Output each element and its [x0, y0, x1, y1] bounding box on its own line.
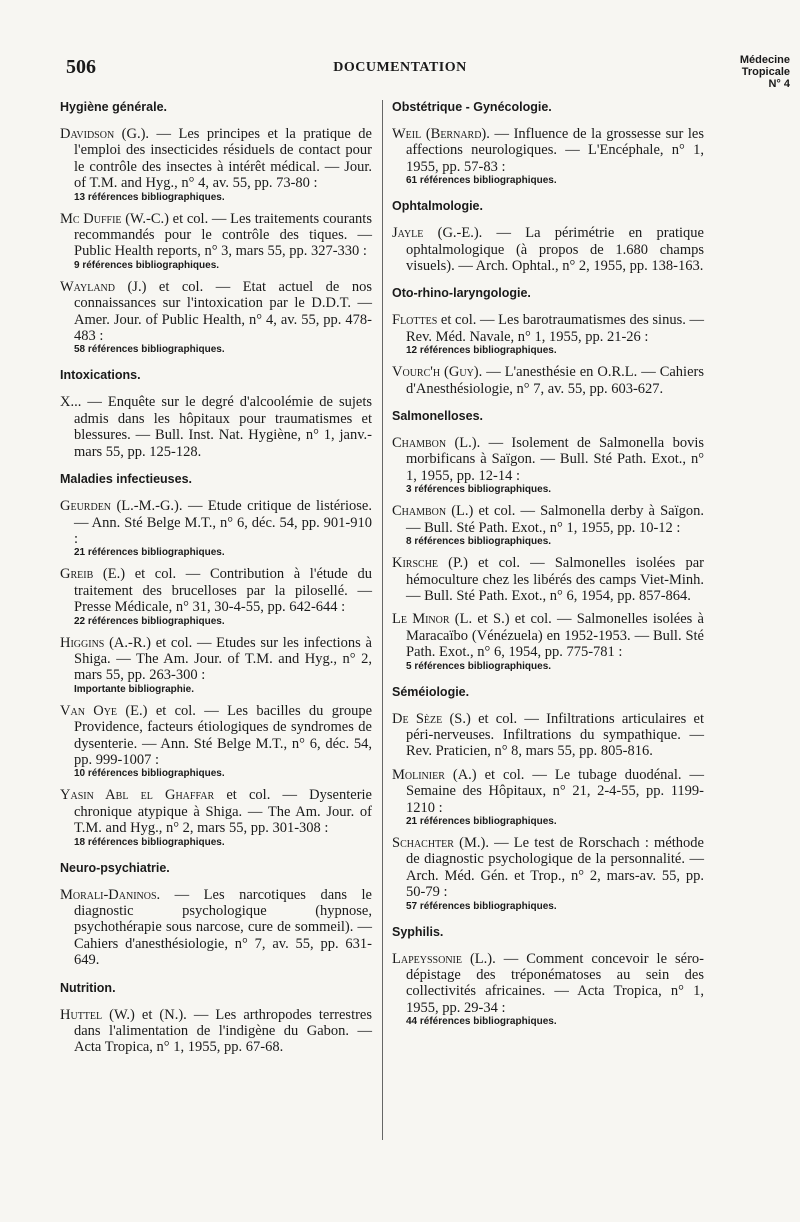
bibliography-entry — [60, 1007, 372, 1056]
entry-references: 5 références bibliographiques. — [406, 660, 552, 672]
entry-text: — Le test de Rorschach : méthode de diagnostic psychologique de la personnalité. — Arch. Méd. Gén. et Trop., n° 2, mars-av. 55, pp. 50-79 : — [406, 834, 704, 901]
bibliography-entry — [60, 787, 372, 836]
section — [392, 925, 704, 1029]
section-title: Oto-rhino-laryngologie. — [392, 286, 531, 301]
section-title: Neuro-psychiatrie. — [60, 860, 170, 875]
entry-references: 22 références bibliographiques. — [74, 615, 225, 627]
left-column — [60, 100, 372, 1068]
entry-text: et col. — Salmonella derby à Saïgon. — Bull. Sté Path. Exot., n° 1, 1955, pp. 10-12 : — [406, 503, 704, 536]
section — [60, 100, 372, 356]
section — [60, 472, 372, 849]
entry-text: et col. — Contribution à l'étude du traitement des brucelloses par la pilosellé. — Presse Médicale, n° 31, 30-4-55, pp. 642-644 : — [74, 566, 372, 616]
entry-text: — Les narcotiques dans le diagnostic psychologique (hypnose, psychothérapie sous narcose, cure de sommeil). — Cahiers d'anesthésiologie, n° 7, av. 55, pp. 631-649. — [74, 886, 372, 969]
entry-text: X... — Enquête sur le degré d'alcoolémie de sujets admis dans les hôpitaux pour traumatismes et blessures. — Bull. Inst. Nat. Hygiène, n° 1, janv.-mars 55, pp. 125-128. — [60, 394, 372, 460]
entry-author: Higgins (A.-R.) — [60, 634, 151, 651]
entry-references: 61 références bibliographiques. — [406, 175, 557, 187]
bibliography-entry — [60, 126, 372, 192]
section-title: Maladies infectieuses. — [60, 472, 193, 487]
section — [392, 685, 704, 913]
entry-author: Kirsche (P.) — [392, 555, 468, 572]
entry-text: et col. — Les traitements courants recommandés pour le contrôle des tiques. — Public Health reports, n° 3, mars 55, pp. 327-330 : — [74, 210, 372, 260]
entry-references: 8 références bibliographiques. — [406, 536, 552, 548]
section — [392, 409, 704, 672]
entry-text: et col. — Dysenterie chronique atypique à Shiga. — The Am. Jour. of T.M. and Hyg., n° 2, mars 55, pp. 301-308 : — [74, 787, 372, 837]
section-title: Ophtalmologie. — [392, 199, 483, 214]
journal-line: N° 4 — [768, 78, 790, 90]
entry-text: — Comment concevoir le séro-dépistage des tréponématoses au sein des collectivités africaines. — Acta Tropica, n° 1, 1955, pp. 29-34 : — [406, 950, 704, 1016]
bibliography-entry — [60, 211, 372, 260]
entry-references: 13 références bibliographiques. — [74, 191, 225, 203]
entry-text: — Les principes et la pratique de l'emploi des insecticides résiduels de contact pour le contrôle des insectes à intérêt médical. — Jour. of T.M. and Hyg., n° 4, av. 55, pp. 73-80 : — [74, 126, 372, 192]
section-title: Nutrition. — [60, 980, 116, 995]
section — [60, 981, 372, 1056]
bibliography-entry — [60, 394, 372, 460]
bibliography-entry — [392, 555, 704, 604]
section-title: Syphilis. — [392, 924, 444, 939]
section — [392, 199, 704, 274]
bibliography-entry — [392, 611, 704, 660]
entry-author: Geurden (L.-M.-G.). — [60, 498, 183, 515]
journal-label — [740, 54, 790, 90]
section — [392, 286, 704, 397]
bibliography-entry — [60, 498, 372, 547]
entry-text: et col. — Le tubage duodénal. — Semaine des Hôpitaux, n° 21, 2-4-55, pp. 1199-1210 : — [406, 766, 704, 816]
entry-references: 18 références bibliographiques. — [74, 836, 225, 848]
section-title: Obstétrique - Gynécologie. — [392, 100, 552, 114]
entry-author: Weil (Bernard). — [392, 126, 490, 142]
entry-author: Mc Duffie (W.-C.) — [60, 210, 169, 227]
entry-text: et (N.). — Les arthropodes terrestres dans l'alimentation de l'indigène du Gabon. — Acta Tropica, n° 1, 1955, pp. 67-68. — [74, 1006, 373, 1056]
section — [60, 861, 372, 969]
entry-references: 10 références bibliographiques. — [74, 768, 225, 780]
section-title: Séméiologie. — [392, 684, 470, 699]
entry-author: Schachter (M.). — [392, 834, 489, 851]
entry-author: Wayland (J.) — [60, 278, 147, 295]
section-title: Salmonelloses. — [392, 409, 484, 424]
entry-author: Flottes — [392, 312, 438, 329]
entry-author: Greib (E.) — [60, 566, 126, 583]
running-title: DOCUMENTATION — [333, 60, 467, 75]
entry-text: et col. — Infiltrations articulaires et péri-nerveuses. Infiltrations du sympathique. — Rev. Praticien, n° 8, mars 55, pp. 805-816. — [406, 710, 704, 760]
bibliography-entry — [392, 126, 704, 175]
entry-references: 58 références bibliographiques. — [74, 344, 225, 356]
entry-text: — L'anesthésie en O.R.L. — Cahiers d'Anesthésiologie, n° 7, av. 55, pp. 603-627. — [406, 364, 704, 397]
bibliography-entry — [392, 225, 704, 274]
section-title: Intoxications. — [60, 368, 141, 383]
section-title: Hygiène générale. — [60, 100, 167, 114]
entry-author: Lapeyssonie (L.). — [392, 950, 496, 967]
bibliography-entry — [392, 951, 704, 1017]
entry-references: 21 références bibliographiques. — [406, 815, 557, 827]
entry-author: Vourc'h (Guy). — [392, 364, 483, 381]
entry-references: 12 références bibliographiques. — [406, 345, 557, 357]
bibliography-entry — [392, 364, 704, 397]
entry-text: et col. — Salmonelles isolées par hémoculture chez les libérés des camps Viet-Minh. — Bull. Sté Path. Exot., n° 6, 1954, pp. 857-864. — [406, 555, 704, 604]
entry-text: et col. — Etat actuel de nos connaissances sur l'intoxication par le D.D.T. — Amer. Jour. of Public Health, n° 4, av. 55, pp. 478-483 : — [74, 278, 372, 345]
entry-references: 21 références bibliographiques. — [74, 547, 225, 559]
entry-text: — Etude critique de listériose. — Ann. Sté Belge M.T., n° 6, déc. 54, pp. 901-910 : — [74, 498, 372, 547]
column-divider — [382, 100, 383, 1140]
entry-author: Chambon (L.) — [392, 503, 474, 520]
section — [392, 100, 704, 187]
entry-text: et col. — Etudes sur les infections à Shiga. — The Am. Jour. of T.M. and Hyg., n° 2, mars 55, pp. 263-300 : — [74, 634, 372, 684]
bibliography-entry — [60, 887, 372, 969]
entry-references: 9 références bibliographiques. — [74, 259, 220, 271]
page-number: 506 — [66, 56, 96, 78]
entry-author: Van Oye (E.) — [60, 702, 148, 719]
entry-references: 3 références bibliographiques. — [406, 484, 552, 496]
bibliography-entry — [60, 566, 372, 615]
entry-references: Importante bibliographie. — [74, 683, 195, 695]
entry-author: Morali-Daninos. — [60, 886, 161, 903]
bibliography-entry — [60, 279, 372, 345]
journal-line: Tropicale — [741, 66, 790, 78]
entry-text: et col. — Les barotraumatismes des sinus. — Rev. Méd. Navale, n° 1, 1955, pp. 21-26 : — [406, 312, 704, 345]
entry-author: Molinier (A.) — [392, 766, 477, 783]
entry-author: Jayle (G.-E.). — [392, 225, 483, 242]
entry-author: Davidson (G.). — [60, 126, 150, 142]
bibliography-entry — [392, 435, 704, 484]
entry-references: 44 références bibliographiques. — [406, 1016, 557, 1028]
entry-text: — Isolement de Salmonella bovis morbificans à Saïgon. — Bull. Sté Path. Exot., n° 1, 1955, pp. 12-14 : — [406, 435, 704, 484]
bibliography-entry — [392, 711, 704, 760]
entry-author: Yasin Abl el Ghaffar — [60, 787, 215, 804]
entry-author: Chambon (L.). — [392, 435, 481, 452]
bibliography-entry — [60, 635, 372, 684]
entry-text: et col. — Les bacilles du groupe Providence, facteurs étiologiques de syndromes de dysenterie. — Ann. Sté Belge M.T., n° 6, déc. 54, pp. 999-1007 : — [74, 702, 373, 768]
section — [60, 368, 372, 460]
entry-author: Huttel (W.) — [60, 1006, 135, 1023]
bibliography-entry — [60, 703, 372, 769]
bibliography-entry — [392, 835, 704, 901]
right-column — [392, 100, 704, 1040]
entry-author: Le Minor — [392, 611, 450, 628]
entry-references: 57 références bibliographiques. — [406, 900, 557, 912]
bibliography-entry — [392, 767, 704, 816]
entry-text: (L. et S.) et col. — Salmonelles isolées à Maracaïbo (Vénézuela) en 1952-1953. — Bull. Sté Path. Exot., n° 6, 1954, pp. 775-781 : — [406, 611, 704, 661]
bibliography-entry — [392, 503, 704, 536]
entry-text: — Influence de la grossesse sur les affections neurologiques. — L'Encéphale, n° 1, 1955, pp. 57-83 : — [406, 126, 704, 175]
entry-author: De Sèze (S.) — [392, 710, 471, 727]
bibliography-entry — [392, 312, 704, 345]
journal-line: Médecine — [739, 54, 790, 66]
entry-text: — La périmétrie en pratique ophtalmologique (à propos de 1.680 champs visuels). — Arch. Ophtal., n° 2, 1955, pp. 138-163. — [406, 225, 704, 275]
